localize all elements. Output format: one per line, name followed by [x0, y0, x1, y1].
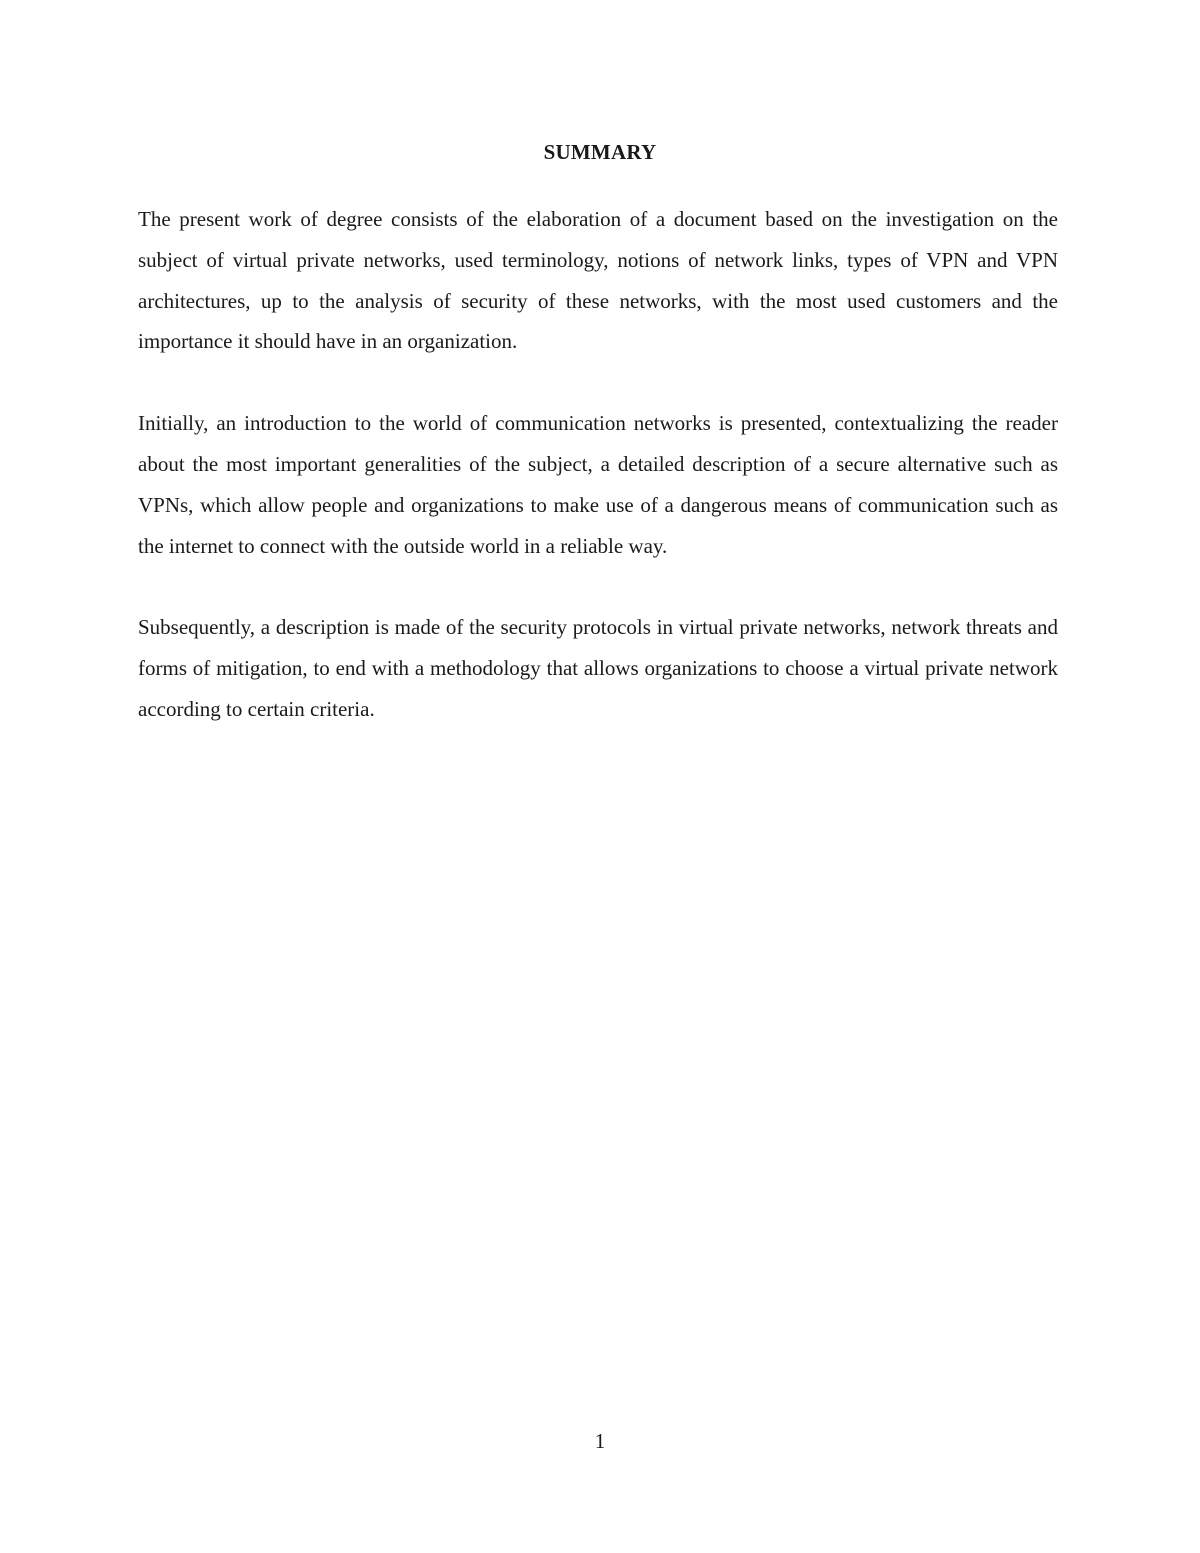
page-number: 1 — [594, 1429, 606, 1453]
summary-paragraph-2: Initially, an introduction to the world of communication networks is presented, contextualizing the reader about the most important generalities of the subject, a detailed description of a secure alternative such as VPNs, which allow people and organizations to make use of a dangerous means of communication such as the internet to connect with the outside world in a reliable way. — [138, 411, 1058, 558]
summary-paragraph-1: The present work of degree consists of the elaboration of a document based on the investigation on the subject of virtual private networks, used terminology, notions of network links, types of VPN and VPN architectures, up to the analysis of security of these networks, with the most used customers and the importance it should have in an organization. — [138, 207, 1058, 354]
page-title: SUMMARY — [543, 140, 657, 164]
summary-paragraph-3: Subsequently, a description is made of the security protocols in virtual private networks, network threats and forms of mitigation, to end with a methodology that allows organizations to choose a virtual private network according to certain criteria. — [138, 615, 1058, 721]
document-body — [138, 199, 1058, 771]
